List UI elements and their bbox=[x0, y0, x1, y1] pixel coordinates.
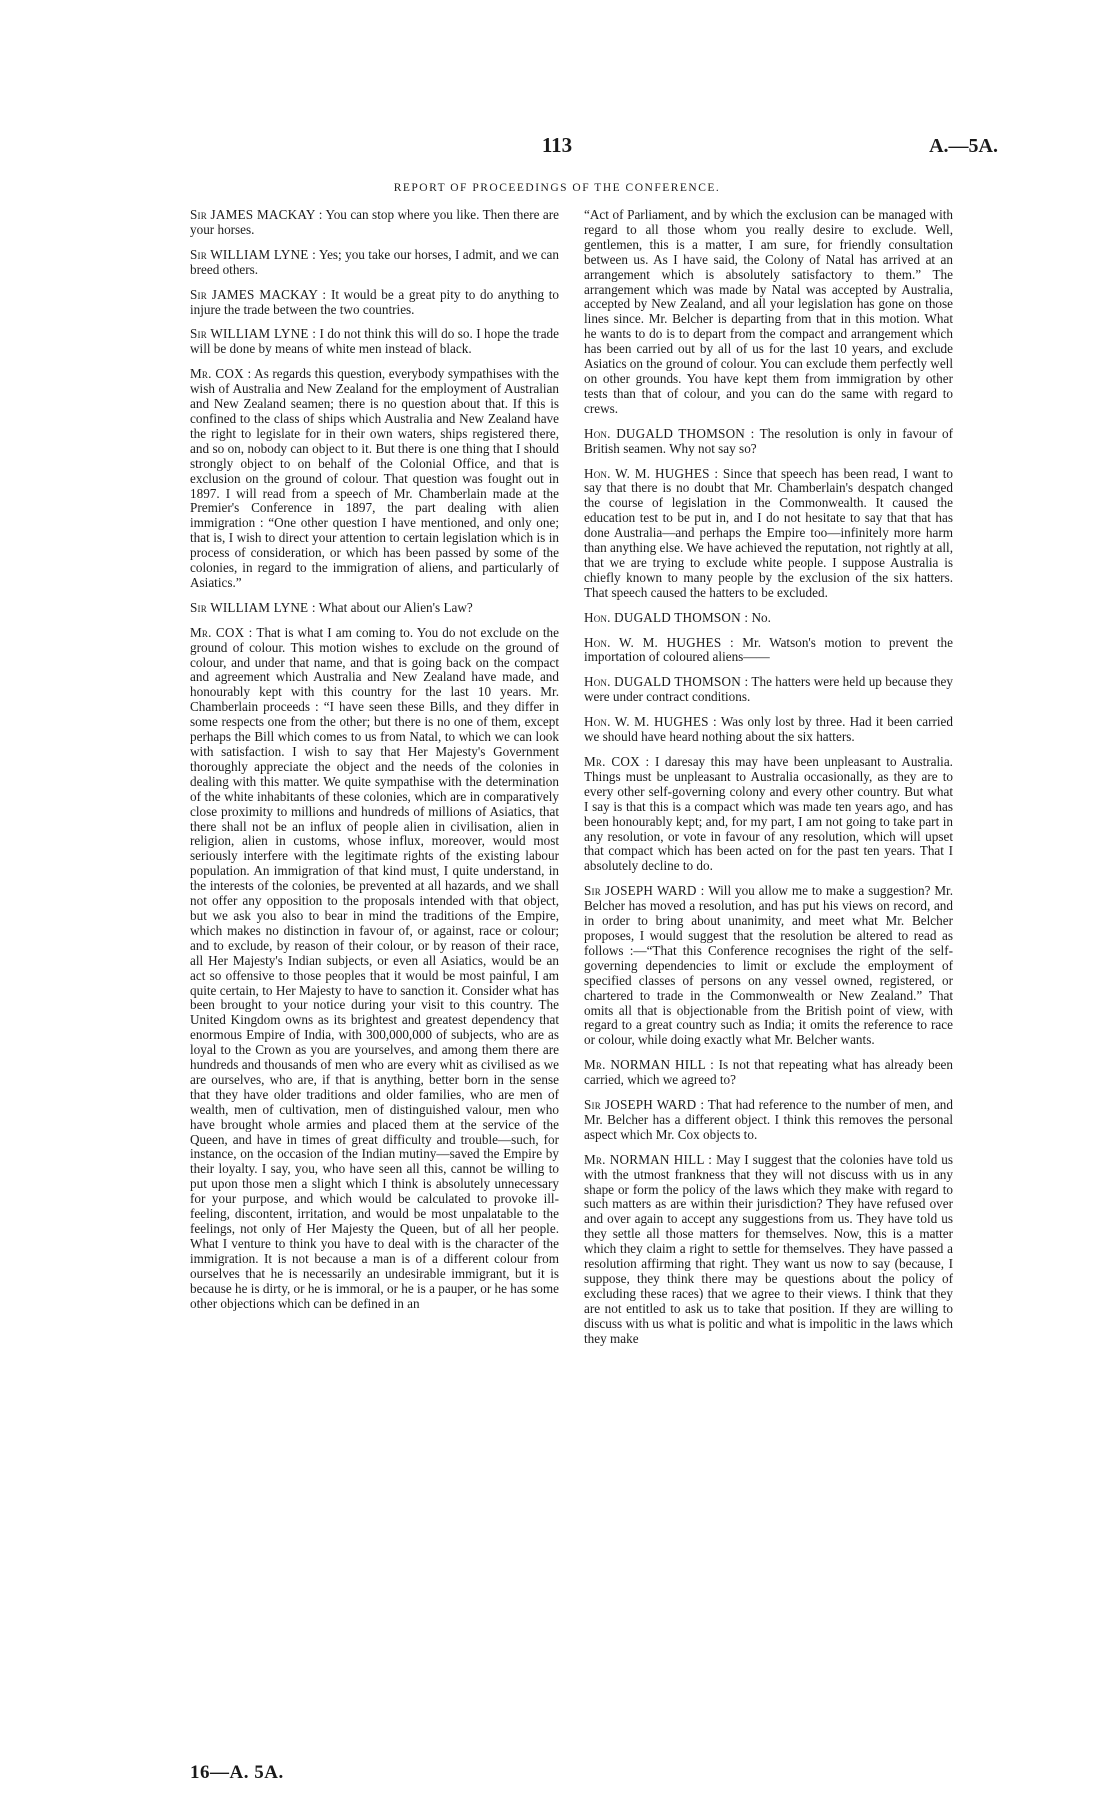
speech-text: The resolution is only in favour of British seamen. Why not say so? bbox=[584, 425, 953, 456]
paragraph bbox=[584, 427, 953, 457]
paragraph bbox=[584, 715, 953, 745]
speaker-name: Mr. COX : bbox=[584, 754, 650, 769]
paragraph bbox=[190, 626, 559, 1312]
speech-text: Is not that repeating what has already been carried, which we agreed to? bbox=[584, 1057, 954, 1088]
speaker-name: Hon. DUGALD THOMSON : bbox=[584, 609, 749, 625]
paragraph bbox=[584, 675, 953, 705]
speech-text: Mr. Watson's motion to prevent the importation of coloured aliens—— bbox=[584, 634, 953, 665]
speech-text: As regards this question, everybody sympathises with the wish of Australia and New Zealand for the employment of Australian and New Zealand seamen; there is no question about that. If this is confined to the class of ships which Australia and New Zealand have the right to legislate for in their own waters, ships registered there, and so on, nobody can object to it. But there is one thing that I should strongly object to on behalf of the Colonial Office, and that is exclusion on the ground of colour. That question was fought out in 1897. I will read from a speech of Mr. Chamberlain made at the Premier's Conference in 1897, the part dealing with alien immigration : “One other question I have mentioned, and only one; that is, I wish to direct your attention to certain legislation which is in process of consideration, or which has been passed by some of the colonies, in regard to the immigration of aliens, and particularly of Asiatics.” bbox=[190, 366, 559, 590]
speaker-name: Sir JAMES MACKAY : bbox=[190, 286, 327, 302]
speech-text: The hatters were held up because they were under contract conditions. bbox=[584, 674, 954, 705]
paragraph bbox=[584, 467, 953, 601]
speech-text: That had reference to the number of men, and Mr. Belcher has a different object. I think this removes the personal aspect which Mr. Cox objects to. bbox=[584, 1097, 953, 1142]
speaker-name: Sir JOSEPH WARD : bbox=[584, 1097, 705, 1113]
speech-text: “Act of Parliament, and by which the exclusion can be managed with regard to all those whom you really desire to exclude. Well, gentlemen, this is a matter, I am sure, for friendly consultation between us. As I have said, the Colony of Natal has arrived at an arrangement which is absolutely satisfactory to them.” The arrangement which was made by Natal was accepted by Australia, accepted by New Zealand, and all your legislation has gone on those lines since. Mr. Belcher is departing from that in this motion. What he wants to do is to depart from the compact and arrangement which has been carried out by all of us for the last 10 years, and exclude Asiatics on the ground of colour. You can exclude them perfectly well on other grounds. You have kept them from immigration by other tests than that of colour, and you can do the same with regard to crews. bbox=[584, 207, 953, 416]
speech-text: Will you allow me to make a suggestion? Mr. Belcher has moved a resolution, and has put his views on record, and in order to bring about unanimity, and meet what Mr. Belcher proposes, I would suggest that the resolution be altered to read as follows :—“That this Conference recognises the right of the self-governing dependencies to limit or exclude the employment of specified classes of persons on any vessel owned, registered, or chartered to trade in the Commonwealth or New Zealand.” That omits all that is objectionable from the British point of view, with regard to a great country such as India; it omits the reference to race or colour, while doing exactly what Mr. Belcher wants. bbox=[584, 883, 953, 1048]
paragraph bbox=[190, 367, 559, 591]
right-column bbox=[584, 208, 953, 1357]
left-column bbox=[190, 208, 559, 1321]
running-head: REPORT OF PROCEEDINGS OF THE CONFERENCE. bbox=[393, 182, 721, 194]
speech-text: No. bbox=[748, 609, 771, 625]
speech-text: You can stop where you like. Then there are your horses. bbox=[190, 207, 559, 237]
speaker-name: Mr. COX : bbox=[190, 366, 252, 382]
speaker-name: Hon. W. M. HUGHES : bbox=[584, 634, 734, 650]
speaker-name: Sir WILLIAM LYNE : bbox=[190, 599, 316, 615]
speaker-name: Sir WILLIAM LYNE : bbox=[190, 326, 317, 342]
speech-text: What about our Alien's Law? bbox=[315, 599, 473, 615]
speech-text: I daresay this may have been unpleasant to Australia. Things must be unpleasant to Australia occasionally, as they are to every other self-governing colony and every other country. But what I say is that this is a compact which was made ten years ago, and has been honourably kept; and, for my part, I am not going to take part in any resolution, or vote in favour of any resolution, which will upset that compact which has been acted on for the past ten years. That I absolutely decline to do. bbox=[584, 754, 953, 874]
paragraph bbox=[584, 1098, 953, 1143]
document-reference: A.—5A. bbox=[929, 135, 998, 157]
paragraph bbox=[190, 248, 559, 278]
speaker-name: Hon. W. M. HUGHES : bbox=[584, 714, 717, 730]
signature-mark: 16—A. 5A. bbox=[190, 1762, 284, 1783]
paragraph bbox=[190, 327, 559, 357]
speaker-name: Hon. DUGALD THOMSON : bbox=[584, 674, 749, 690]
paragraph bbox=[584, 1058, 953, 1088]
speech-text: Yes; you take our horses, I admit, and we can breed others. bbox=[190, 246, 559, 277]
paragraph bbox=[584, 1153, 953, 1347]
speaker-name: Sir WILLIAM LYNE : bbox=[190, 246, 316, 262]
speaker-name: Hon. W. M. HUGHES : bbox=[584, 465, 719, 481]
speech-text: It would be a great pity to do anything to injure the trade between the two countries. bbox=[190, 286, 559, 317]
speech-text: Since that speech has been read, I want to say that there is no doubt that Mr. Chamberlain's despatch changed the course of legislation in the Commonwealth. It caused the education test to be put in, and I do not hesitate to say that that has done Australia—and perhaps the Empire too—infinitely more harm than anything else. We have achieved the reputation, not rightly at all, that we are trying to exclude white people. I suppose Australia is chiefly known to many people by the exclusion of the six hatters. That speech caused the hatters to be excluded. bbox=[584, 465, 953, 600]
page-number: 113 bbox=[541, 133, 573, 157]
speech-text: Was only lost by three. Had it been carried we should have heard nothing about the six hatters. bbox=[584, 714, 953, 745]
paragraph bbox=[190, 208, 559, 238]
speaker-name: Mr. COX : bbox=[190, 624, 253, 640]
speaker-name: Hon. DUGALD THOMSON : bbox=[584, 425, 755, 441]
speech-text: May I suggest that the colonies have told us with the utmost frankness that they will not discuss with us in any shape or form the policy of the laws which they make with regard to such matters as are within their jurisdiction? They have refused over and over again to accept any suggestions from us. They have told us they settle all those matters for themselves. Now, this is a matter which they claim a right to settle for themselves. They have passed a resolution affirming that right. They want us now to say (because, I suppose, they think there may be questions about the policy of excluding these races) that we agree to their views. I think that they are not entitled to ask us to take that position. If they are willing to discuss with us what is politic and what is impolitic in the laws which they make bbox=[584, 1151, 953, 1346]
speaker-name: Mr. NORMAN HILL : bbox=[584, 1057, 715, 1073]
paragraph bbox=[584, 884, 953, 1048]
paragraph bbox=[190, 288, 559, 318]
speech-text: That is what I am coming to. You do not exclude on the ground of colour. This motion wishes to exclude on the ground of colour, and under that name, and that is going back on the compact and agreement which Australia and New Zealand have made, and honourably kept with this country for the last 10 years. Mr. Chamberlain proceeds : “I have seen these Bills, and they differ in some respects one from the other; but there is no one of them, except perhaps the Bill which comes to us from Natal, to which we can look with satisfaction. I wish to say that Her Majesty's Government thoroughly appreciate the object and the needs of the colonies in dealing with this matter. We quite sympathise with the determination of the white inhabitants of these colonies, which are in comparatively close proximity to millions and hundreds of millions of Asiatics, that there shall not be an influx of people alien in civilisation, alien in religion, alien in customs, whose influx, moreover, would most seriously interfere with the legitimate rights of the existing labour population. An immigration of that kind must, I quite understand, in the interests of the colonies, be prevented at all hazards, and we shall not offer any opposition to the proposals intended with that object, but we ask you also to bear in mind the traditions of the Empire, which makes no distinction in favour of, or against, race or colour; and to exclude, by reason of their colour, or by reason of their race, all Her Majesty's Indian subjects, or even all Asiatics, would be an act so offensive to those peoples that it would be most painful, I am quite certain, to Her Majesty to have to sanction it. Consider what has been brought to your notice during your visit to this country. The United Kingdom owns as its brightest and greatest dependency that enormous Empire of India, with 300,000,000 of subjects, who are as loyal to the Crown as you are yourselves, and among them there are hundreds and thousands of men who are every whit as civilised as we are ourselves, who are, if that is anything, better born in the sense that they have older traditions and older families, who are men of wealth, men of cultivation, men of distinguished valour, men who have brought whole armies and placed them at the service of the Queen, and have in times of great difficulty and trouble—such, for instance, on the occasion of the Indian mutiny—saved the Empire by their loyalty. I say, you, who have seen all this, cannot be willing to put upon those men a slight which I think is absolutely unnecessary for your purpose, and which would be calculated to provoke ill-feeling, discontent, irritation, and would be most unpalatable to the feelings, not only of Her Majesty the Queen, but of all her people. What I venture to think you have to deal with is the character of the immigration. It is not because a man is of a different colour from ourselves that he is necessarily an undesirable immigrant, but it is because he is dirty, or he is immoral, or he is a pauper, or he has some other objections which can be defined in an bbox=[190, 624, 559, 1311]
speaker-name: Sir JOSEPH WARD : bbox=[584, 883, 705, 899]
paragraph bbox=[584, 208, 953, 417]
speaker-name: Mr. NORMAN HILL : bbox=[584, 1151, 713, 1167]
speech-text: I do not think this will do so. I hope the trade will be done by means of white men instead of black. bbox=[190, 326, 560, 357]
speaker-name: Sir JAMES MACKAY : bbox=[190, 207, 323, 222]
paragraph bbox=[190, 601, 559, 616]
paragraph bbox=[584, 636, 953, 666]
paragraph bbox=[584, 755, 953, 874]
paragraph bbox=[584, 611, 953, 626]
